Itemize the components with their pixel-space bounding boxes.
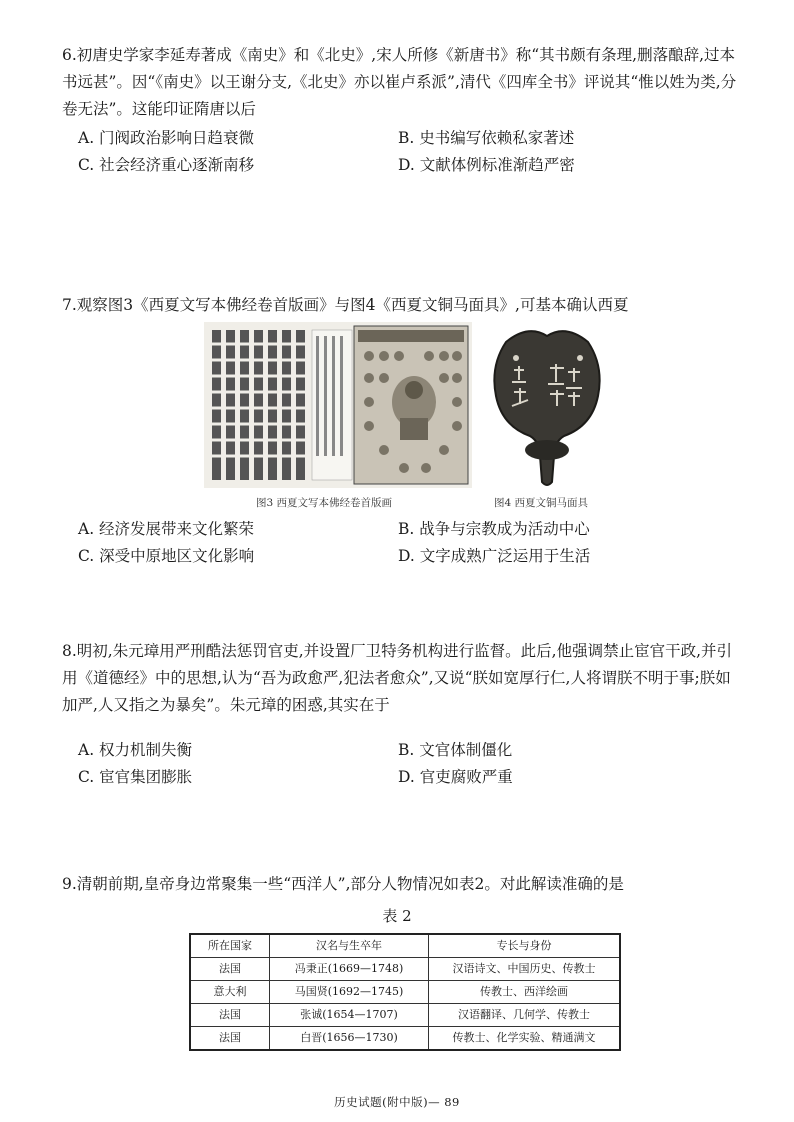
q7-option-d[interactable]: D. 文字成熟广泛运用于生活 (398, 547, 591, 565)
table-2-title: 表 2 (382, 907, 412, 925)
table-row (190, 1004, 620, 1027)
q8-option-d[interactable]: D. 官吏腐败严重 (398, 768, 513, 786)
q8-option-a[interactable]: A. 权力机制失衡 (78, 741, 193, 759)
table-row (190, 958, 620, 981)
cell-specialty: 汉语翻译、几何学、传教士 (429, 1004, 621, 1027)
q6-option-c[interactable]: C. 社会经济重心逐渐南移 (78, 156, 255, 174)
figure-4-caption: 图4 西夏文铜马面具 (494, 497, 589, 509)
cell-name-years: 冯秉正(1669—1748) (270, 958, 429, 981)
question-7-stem: 7.观察图3《西夏文写本佛经卷首版画》与图4《西夏文铜马面具》,可基本确认西夏 (62, 296, 629, 314)
q7-option-b[interactable]: B. 战争与宗教成为活动中心 (398, 520, 590, 538)
cell-country: 法国 (190, 1027, 270, 1051)
col-header-specialty: 专长与身份 (429, 934, 621, 958)
table-row (190, 981, 620, 1004)
figure-3-xixia-scripture-print (204, 322, 472, 488)
q6-option-d[interactable]: D. 文献体例标准渐趋严密 (398, 156, 575, 174)
q7-option-a[interactable]: A. 经济发展带来文化繁荣 (78, 520, 255, 538)
q6-option-a[interactable]: A. 门阀政治影响日趋衰微 (78, 129, 255, 147)
q8-option-b[interactable]: B. 文官体制僵化 (398, 741, 513, 759)
cell-specialty: 汉语诗文、中国历史、传教士 (429, 958, 621, 981)
q6-option-b[interactable]: B. 史书编写依赖私家著述 (398, 129, 575, 147)
cell-specialty: 传教士、化学实验、精通满文 (429, 1027, 621, 1051)
question-9-stem: 9.清朝前期,皇帝身边常聚集一些“西洋人”,部分人物情况如表2。对此解读准确的是 (62, 875, 624, 893)
question-6-stem: 6.初唐史学家李延寿著成《南史》和《北史》,宋人所修《新唐书》称“其书颇有条理,删落酿辞,过本书远甚”。因“《南史》以王谢分支,《北史》亦以崔卢系派”,清代《四库全书》评说其“惟以姓为类,分卷无法”。这能印证隋唐以后 (62, 46, 737, 118)
col-header-country: 所在国家 (190, 934, 270, 958)
cell-specialty: 传教士、西洋绘画 (429, 981, 621, 1004)
col-header-name-years: 汉名与生卒年 (270, 934, 429, 958)
cell-country: 法国 (190, 1004, 270, 1027)
cell-country: 意大利 (190, 981, 270, 1004)
page-footer: 历史试题(附中版)— 89 (334, 1095, 460, 1109)
table-2 (189, 933, 621, 1051)
figure-4-xixia-bronze-horse-mask (488, 322, 606, 490)
cell-name-years: 白晋(1656—1730) (270, 1027, 429, 1051)
table-header-row (190, 934, 620, 958)
cell-country: 法国 (190, 958, 270, 981)
table-row (190, 1027, 620, 1051)
q7-option-c[interactable]: C. 深受中原地区文化影响 (78, 547, 255, 565)
q8-option-c[interactable]: C. 宦官集团膨胀 (78, 768, 193, 786)
cell-name-years: 张诚(1654—1707) (270, 1004, 429, 1027)
cell-name-years: 马国贤(1692—1745) (270, 981, 429, 1004)
figure-3-caption: 图3 西夏文写本佛经卷首版画 (256, 497, 393, 509)
question-8-stem: 8.明初,朱元璋用严刑酷法惩罚官吏,并设置厂卫特务机构进行监督。此后,他强调禁止宦官干政,并引用《道德经》中的思想,认为“吾为政愈严,犯法者愈众”,又说“朕如宽厚行仁,人将谓朕不明于事;朕如加严,人又指之为暴矣”。朱元璋的困惑,其实在于 (62, 642, 732, 714)
